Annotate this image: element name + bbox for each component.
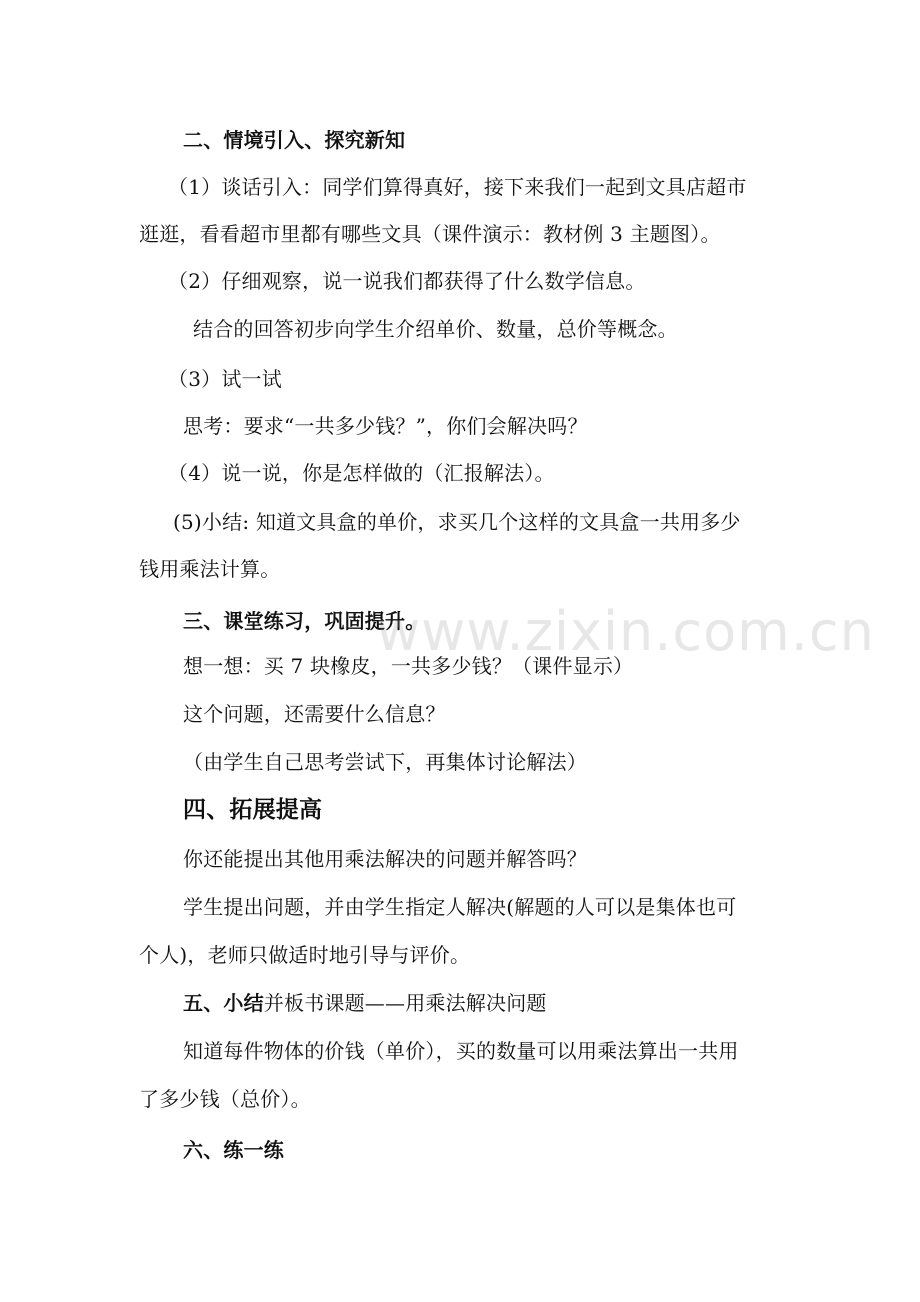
heading-section-2: 二、情境引入、探究新知 bbox=[183, 128, 406, 152]
paragraph-line: 了多少钱（总价）。 bbox=[139, 1087, 311, 1111]
paragraph-line: 结合的回答初步向学生介绍单价、数量，总价等概念。 bbox=[193, 317, 678, 341]
heading-section-5-bold: 五、小结 bbox=[183, 991, 264, 1015]
heading-section-6: 六、练一练 bbox=[183, 1138, 284, 1162]
paragraph-line: 学生提出问题，并由学生指定人解决(解题的人可以是集体也可 bbox=[183, 895, 737, 919]
paragraph-line: （由学生自己思考尝试下，再集体讨论解法） bbox=[183, 750, 587, 774]
paragraph-line: 思考：要求“一共多少钱？”，你们会解决吗？ bbox=[183, 414, 588, 438]
heading-section-5-rest: 并板书课题——用乘法解决问题 bbox=[263, 991, 547, 1015]
heading-section-5 bbox=[183, 990, 920, 1016]
paragraph-line: （2）仔细观察，说一说我们都获得了什么数学信息。 bbox=[168, 269, 646, 293]
paragraph-line: 钱用乘法计算。 bbox=[139, 557, 281, 581]
paragraph-line: （1）谈话引入：同学们算得真好，接下来我们一起到文具店超市 bbox=[168, 175, 747, 199]
heading-section-4: 四、拓展提高 bbox=[183, 796, 323, 823]
paragraph-line: （4）说一说，你是怎样做的（汇报解法）。 bbox=[168, 461, 555, 485]
paragraph-line: 想一想：买 7 块橡皮，一共多少钱？（课件显示） bbox=[183, 654, 634, 678]
heading-section-3: 三、课堂练习，巩固提升。 bbox=[183, 609, 426, 633]
paragraph-line: （3）试一试 bbox=[168, 367, 282, 391]
paragraph-line: (5)小结: 知道文具盒的单价，求买几个这样的文具盒一共用多少 bbox=[173, 510, 741, 534]
paragraph-line: 个人)，老师只做适时地引导与评价。 bbox=[139, 943, 471, 967]
paragraph-line: 你还能提出其他用乘法解决的问题并解答吗？ bbox=[183, 847, 587, 871]
paragraph-line: 知道每件物体的价钱（单价），买的数量可以用乘法算出一共用 bbox=[183, 1039, 739, 1063]
paragraph-line: 逛逛，看看超市里都有哪些文具（课件演示：教材例 3 主题图）。 bbox=[139, 222, 721, 246]
paragraph-line: 这个问题，还需要什么信息？ bbox=[183, 702, 446, 726]
watermark: www.zixin.com.cn bbox=[376, 600, 875, 663]
